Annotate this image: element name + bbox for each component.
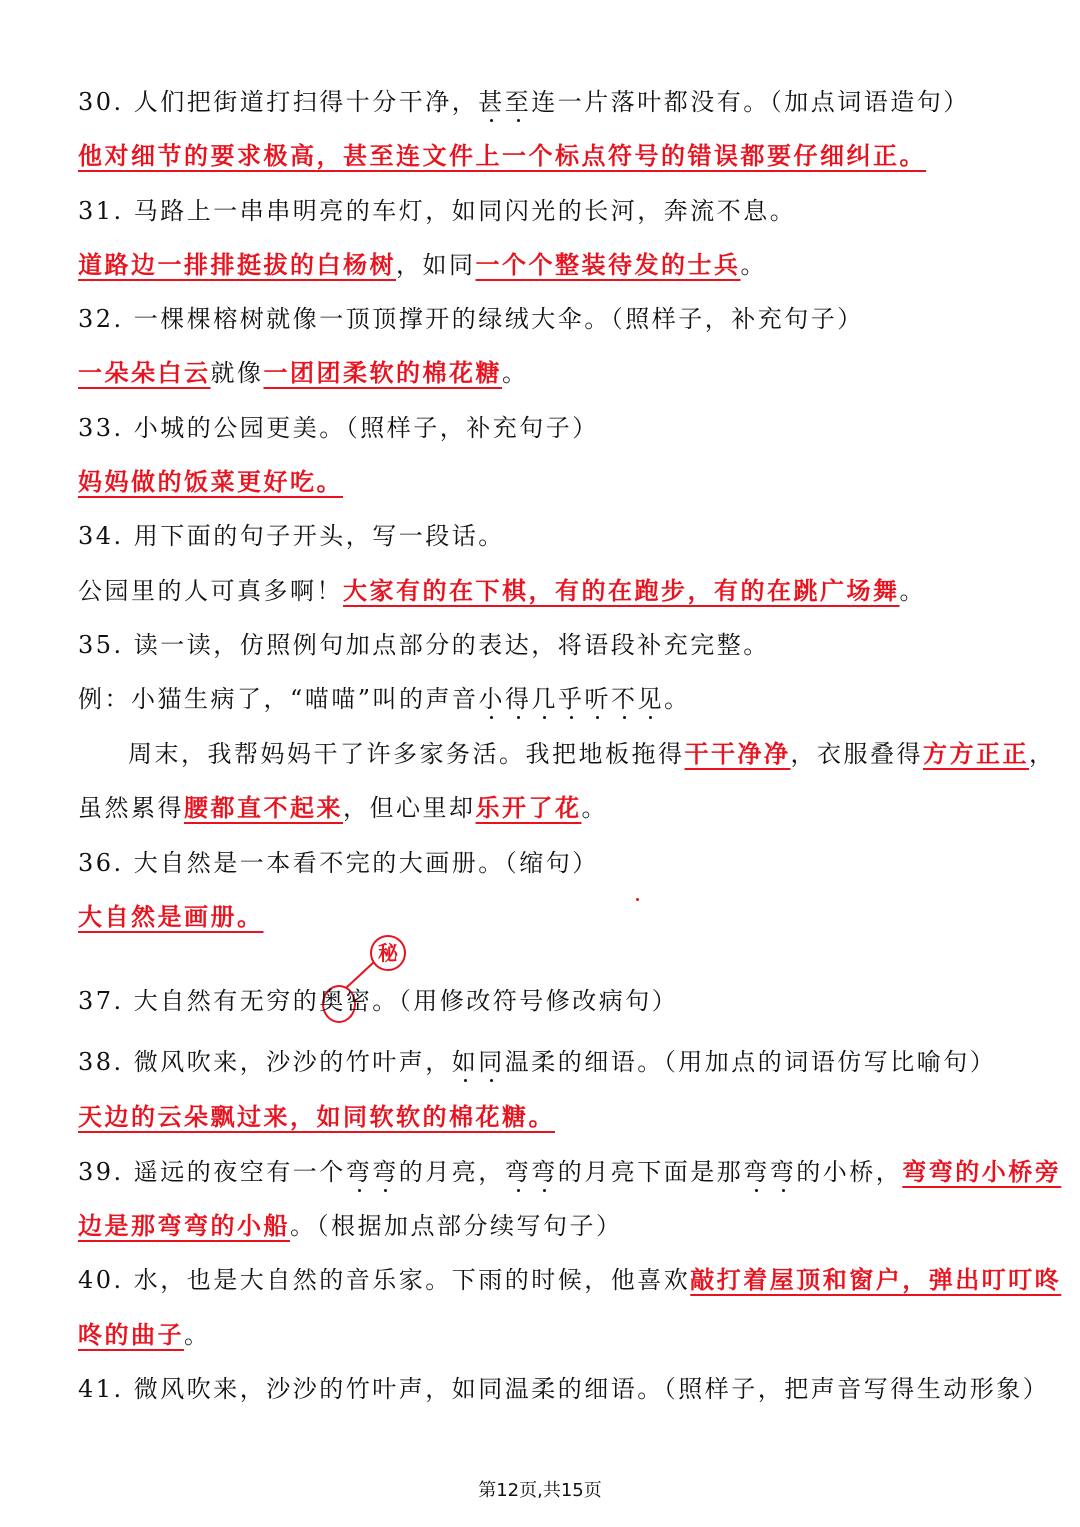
paragraph-35-line2: 虽然累得腰都直不起来，但心里却乐开了花。 <box>78 793 608 822</box>
question-38: 38. 微风吹来，沙沙的竹叶声，如同温柔的细语。（用加点的词语仿写比喻句） <box>78 1048 997 1076</box>
page-footer: 第12页,共15页 <box>478 1480 602 1501</box>
dotted-char: 弯 <box>769 1158 797 1186</box>
question-32: 32. 一棵棵榕树就像一顶顶撑开的绿绒大伞。（照样子，补充句子） <box>78 305 864 333</box>
dotted-char: 弯 <box>345 1158 373 1186</box>
paragraph-35-line1: 周末，我帮妈妈干了许多家务活。我把地板拖得干干净净，衣服叠得方方正正， <box>128 739 1056 768</box>
correction-mark: 秘 <box>370 935 406 971</box>
dotted-char: 弯 <box>743 1158 770 1186</box>
example-35: 例：小猫生病了，“喵喵”叫的声音小得几乎听不见。 <box>78 685 691 713</box>
question-40-line2: 咚的曲子。 <box>78 1320 211 1349</box>
answer-38: 天边的云朵飘过来，如同软软的棉花糖。 <box>78 1102 555 1131</box>
dotted-char: 弯 <box>531 1158 558 1186</box>
question-39-line2: 边是那弯弯的小船。（根据加点部分续写句子） <box>78 1211 623 1240</box>
dotted-char: 乎 <box>558 685 585 713</box>
dotted-char: 不 <box>611 685 638 713</box>
question-31: 31. 马路上一串串明亮的车灯，如同闪光的长河，奔流不息。 <box>78 197 797 225</box>
question-39: 39. 遥远的夜空有一个弯弯的月亮，弯弯的月亮下面是那弯弯的小桥，弯弯的小桥旁 <box>78 1157 1062 1186</box>
question-35: 35. 读一读，仿照例句加点部分的表达，将语段补充完整。 <box>78 631 770 659</box>
question-40: 40. 水，也是大自然的音乐家。下雨的时候，他喜欢敲打着屋顶和窗户，弹出叮叮咚 <box>78 1265 1062 1294</box>
answer-33: 妈妈做的饭菜更好吃。 <box>78 467 343 496</box>
dotted-char: 小 <box>478 685 506 713</box>
dotted-char: 得 <box>505 685 532 713</box>
dotted-char: 甚 <box>478 88 505 116</box>
question-41: 41. 微风吹来，沙沙的竹叶声，如同温柔的细语。（照样子，把声音写得生动形象） <box>78 1375 1050 1403</box>
dotted-char: 弯 <box>372 1158 399 1186</box>
answer-34: 公园里的人可真多啊！大家有的在下棋，有的在跑步，有的在跳广场舞。 <box>78 576 926 605</box>
dotted-char: 弯 <box>504 1158 532 1186</box>
dotted-char: 同 <box>478 1048 505 1076</box>
question-33: 33. 小城的公园更美。（照样子，补充句子） <box>78 414 599 442</box>
answer-31: 道路边一排排挺拔的白杨树，如同一个个整装待发的士兵。 <box>78 250 767 279</box>
dotted-char: 几 <box>531 685 559 713</box>
question-34: 34. 用下面的句子开头，写一段话。 <box>78 522 505 550</box>
question-30: 30. 人们把街道打扫得十分干净，甚至连一片落叶都没有。（加点词语造句） <box>78 88 970 116</box>
answer-32: 一朵朵白云就像一团团柔软的棉花糖。 <box>78 358 529 387</box>
dotted-char: 如 <box>451 1048 479 1076</box>
answer-30: 他对细节的要求极高，甚至连文件上一个标点符号的错误都要仔细纠正。 <box>78 141 926 170</box>
dotted-char: 见 <box>637 685 665 713</box>
dotted-char: 听 <box>584 685 612 713</box>
dotted-char: 至 <box>504 88 532 116</box>
question-37: 37. 大自然有无穷的奥密。（用修改符号修改病句） <box>78 987 679 1015</box>
answer-36: 大自然是画册。 <box>78 902 264 931</box>
question-36: 36. 大自然是一本看不完的大画册。（缩句） <box>78 849 599 877</box>
